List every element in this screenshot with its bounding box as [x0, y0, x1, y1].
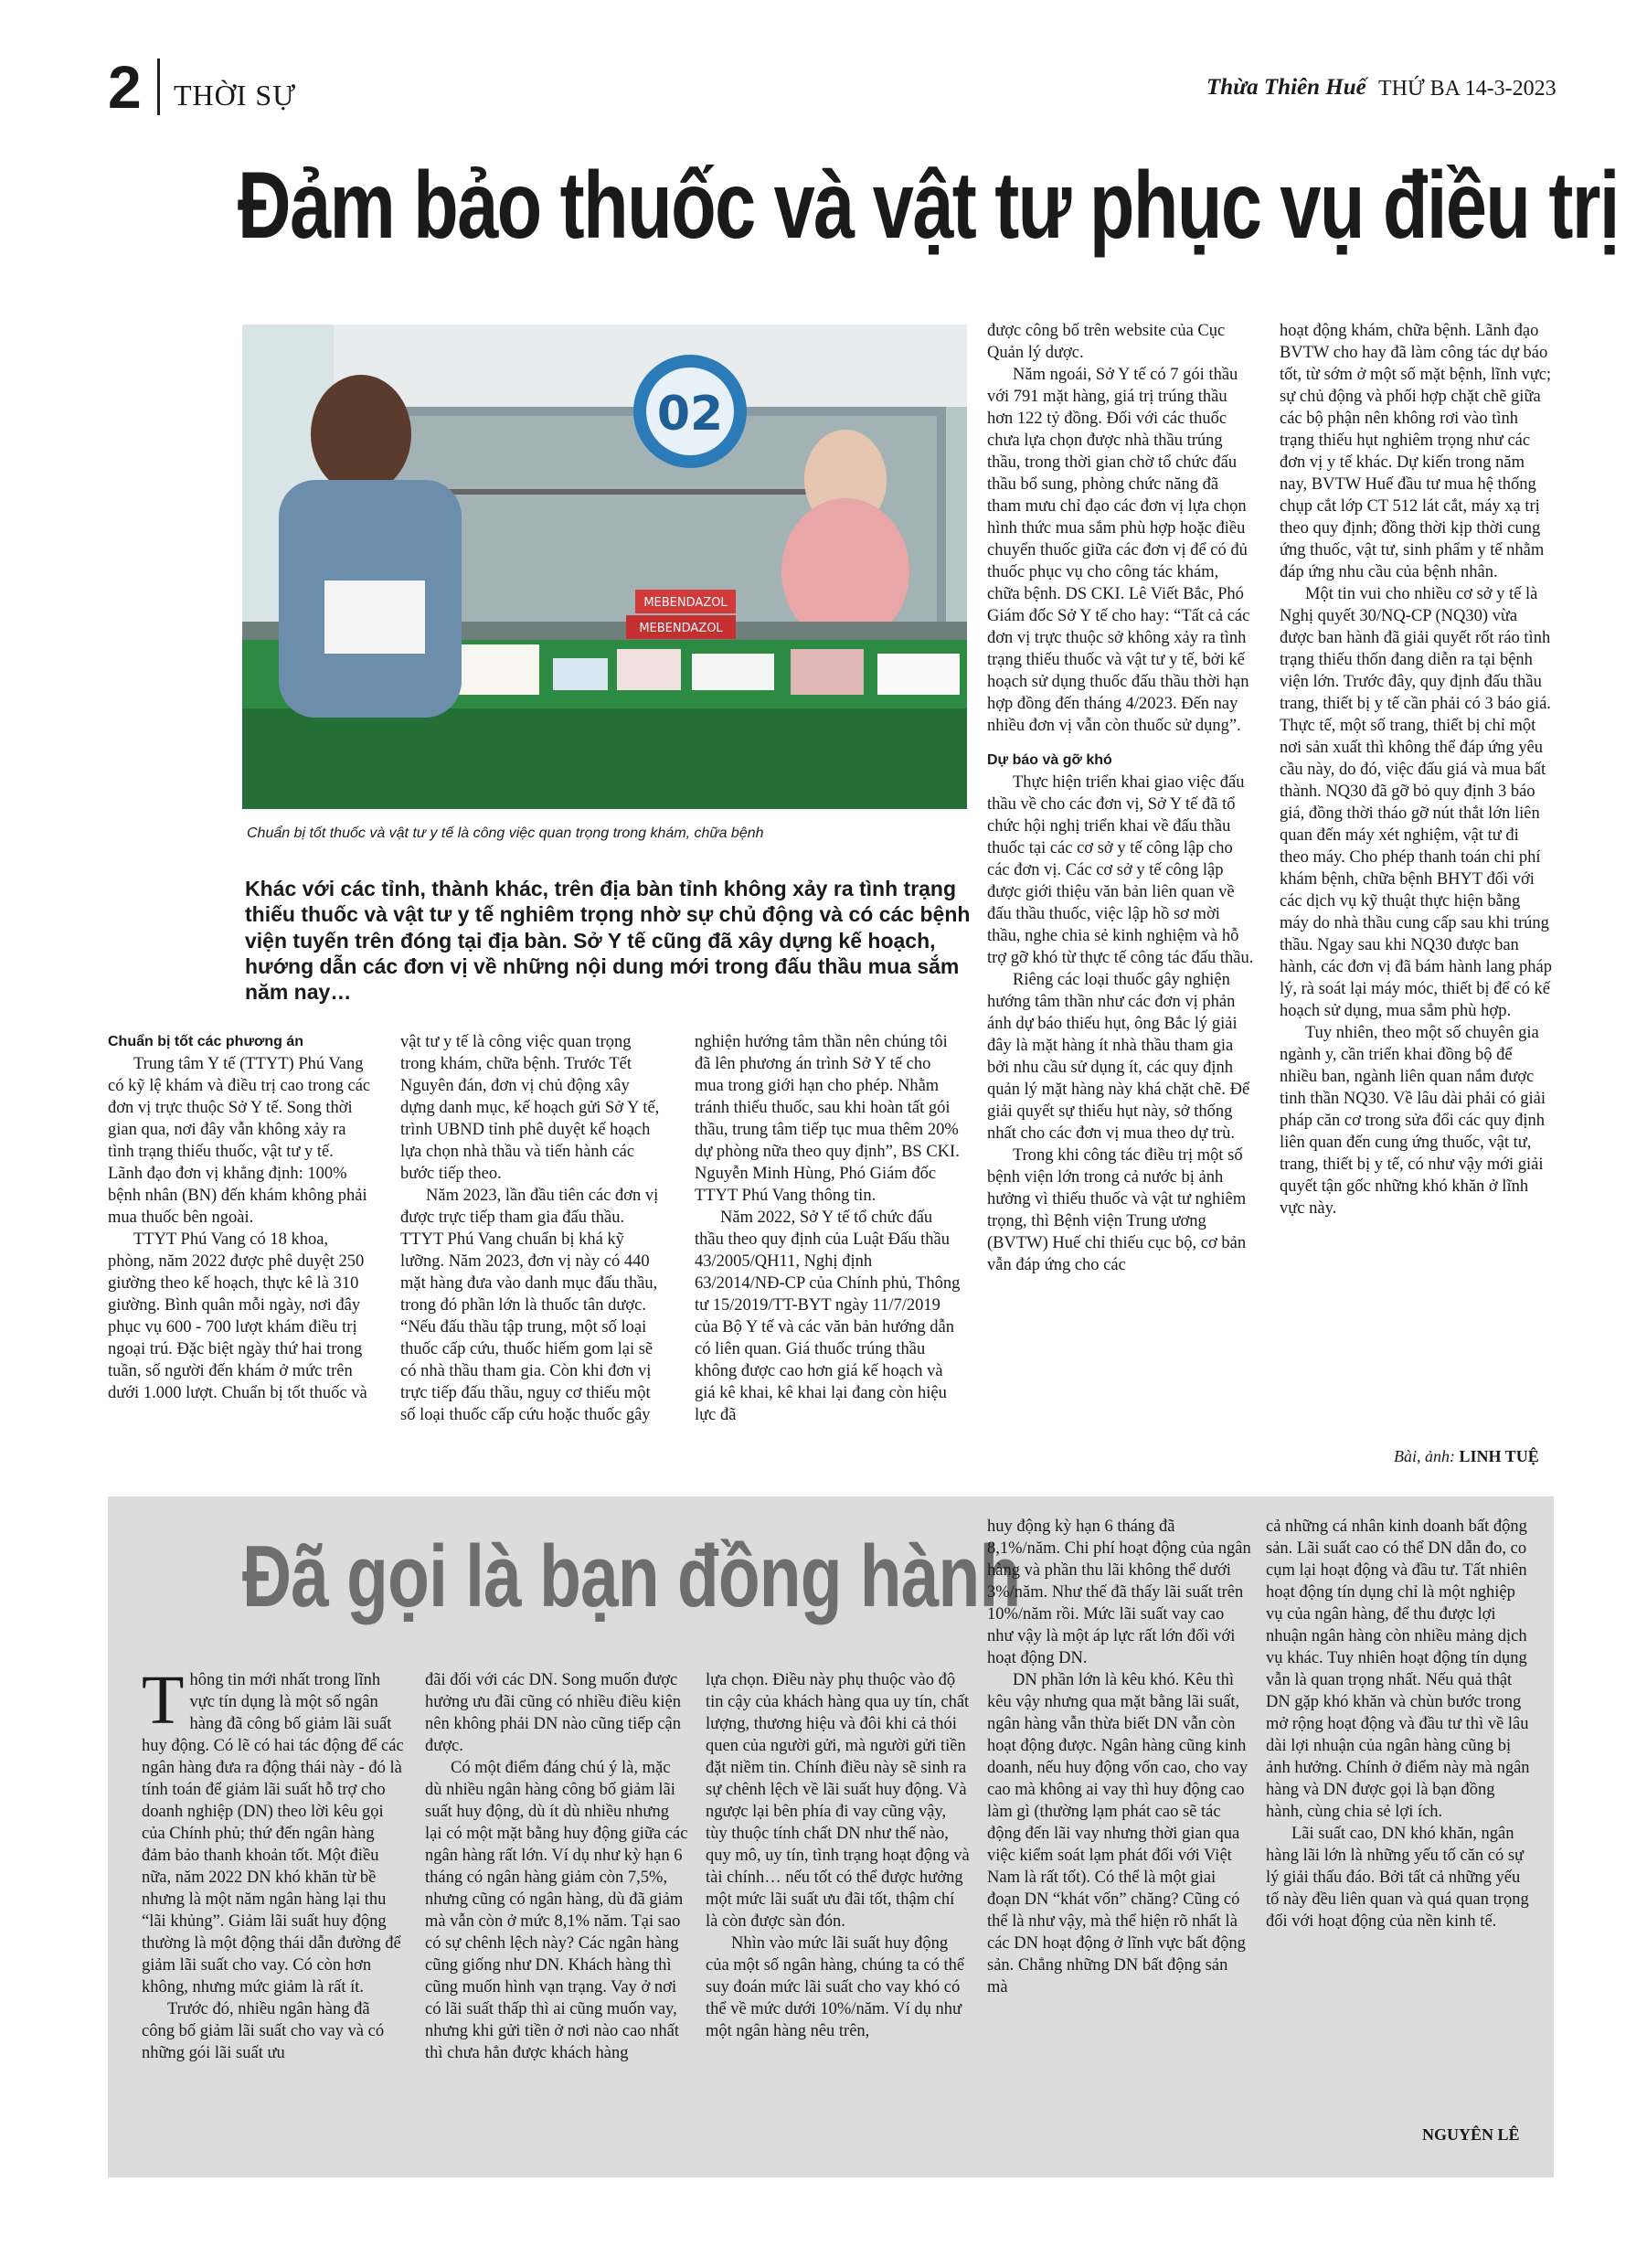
- paragraph: Có một điểm đáng chú ý là, mặc dù nhiều ngân hàng công bố giảm lãi suất huy động, dù ít dù nhiều nhưng lại có một mặt bằng huy động giữa các ngân hàng rất lớn. Ví dụ như kỳ hạn 6 tháng có ngân hàng giảm còn 7,5%, nhưng cũng có ngân hàng, dù đã giảm mà vẫn còn ở mức 8,1% năm. Tại sao có sự chênh lệch này? Các ngân hàng cũng giống như DN. Khách hàng thì cũng muốn hình vạn trạng. Vay ở nơi có lãi suất thấp thì ai cũng muốn vay, nhưng khi gửi tiền ở nơi nào cao nhất thì chưa hẳn được khách hàng: [425, 1759, 688, 2062]
- paragraph: Năm 2023, lần đầu tiên các đơn vị được trực tiếp tham gia đấu thầu. TTYT Phú Vang chuẩn bị khá kỹ lưỡng. Năm 2023, đơn vị này có 440 mặt hàng đưa vào danh mục đấu thầu, trong đó phần lớn là thuốc tân dược. “Nếu đấu thầu tập trung, một số loại thuốc cấp cứu, thuốc hiếm gom lại sẽ có nhà thầu tham gia. Còn khi đơn vị trực tiếp đấu thầu, nguy cơ thiếu một số loại thuốc cấp cứu hoặc thuốc gây: [400, 1187, 659, 1424]
- article1-headline: Đảm bảo thuốc và vật tư phục vụ điều trị: [238, 153, 1619, 259]
- window-number: 02: [656, 387, 724, 442]
- article1-byline: [1394, 1447, 1539, 1466]
- article1-column-1: [108, 1031, 371, 1404]
- article1-column-2: [400, 1031, 665, 1426]
- article2-byline: NGUYÊN LÊ: [1422, 2125, 1520, 2144]
- medicine-box-label-1: MEBENDAZOL: [643, 596, 728, 610]
- subhead-preparation: Chuẩn bị tốt các phương án: [108, 1034, 304, 1049]
- paragraph: DN phần lớn là kêu khó. Kêu thì kêu vậy nhưng qua mặt bằng lãi suất, ngân hàng vẫn thừa biết DN vẫn còn hoạt động được. Ngân hàng cũng kinh doanh, nếu huy động vốn cao, cho vay cao mà không ai vay thì huy động cao làm gì (thường lạm phát cao sẽ tác động đến lãi vay nhưng thời gian qua việc kiểm soát lạm phát đối với Việt Nam là rất tốt). Có thể là một giai đoạn DN “khát vốn” chăng? Cũng có thể là như vậy, mà thể hiện rõ nhất là các DN hoạt động ở lĩnh vực bất động sản. Chẳng những DN bất động sản mà: [987, 1671, 1249, 1996]
- paragraph: cả những cá nhân kinh doanh bất động sản. Lãi suất cao có thể DN dẫn đo, co cụm lại hoạt động và đầu tư. Tất nhiên hoạt động tín dụng chỉ là một nghiệp vụ của ngân hàng, để thu được lợi nhuận ngân hàng còn nhiều mảng dịch vụ khác. Tuy nhiên hoạt động tín dụng vẫn là quan trọng nhất. Nếu quả thật DN gặp khó khăn và chùn bước trong mở rộng hoạt động và đầu tư thì về lâu dài lợi nhuận của ngân hàng cũng bị ảnh hưởng. Chính ở điểm này mà ngân hàng và DN được gọi là bạn đồng hành, cùng chia sẻ lợi ích.: [1266, 1517, 1530, 1821]
- subhead-forecast: Dự báo và gỡ khó: [987, 752, 1112, 768]
- dropcap: T: [142, 1662, 185, 1739]
- paragraph: Trước đó, nhiều ngân hàng đã công bố giảm lãi suất cho vay và có những gói lãi suất ưu: [142, 2000, 385, 2062]
- paragraph: Nhìn vào mức lãi suất huy động của một số ngân hàng, chúng ta có thể suy đoán mức lãi suất cho vay khó có thể về mức dưới 10%/năm. Ví dụ như một ngân hàng nêu trên,: [706, 1934, 965, 2040]
- paragraph: được công bố trên website của Cục Quản lý dược.: [987, 322, 1226, 362]
- paragraph: Trung tâm Y tế (TTYT) Phú Vang có kỹ lệ khám và điều trị cao trong các đơn vị trực thuộc Sở Y tế. Song thời gian qua, nơi đây vẫn không xảy ra tình trạng thiếu thuốc, vật tư y tế. Lãnh đạo đơn vị khẳng định: 100% bệnh nhân (BN) đến khám không phải mua thuốc bên ngoài.: [108, 1055, 371, 1227]
- paragraph: Lãi suất cao, DN khó khăn, ngân hàng lãi lớn là những yếu tố căn có sự lý giải thấu đáo. Bởi tất cả những yếu tố này đều liên quan và quá quan trọng đối với hoạt động của nền kinh tế.: [1266, 1825, 1529, 1931]
- paragraph: huy động kỳ hạn 6 tháng đã 8,1%/năm. Chi phí hoạt động của ngân hàng và phần thu lãi không thể dưới 3%/năm. Như thế đã thấy lãi suất trên 10%/năm rồi. Mức lãi suất vay cao như vậy là một áp lực rất lớn đối với hoạt động DN.: [987, 1517, 1251, 1667]
- paragraph: Thực hiện triển khai giao việc đấu thầu về cho các đơn vị, Sở Y tế đã tổ chức hội nghị triển khai về đấu thầu thuốc tại các cơ sở y tế công lập cho các đơn vị. Các cơ sở y tế công lập được giới thiệu văn bản liên quan về đấu thầu thuốc, việc lập hồ sơ mời thầu, nghe chia sẻ kinh nghiệm và hỗ trợ gỡ khó từ thực tế công tác đấu thầu.: [987, 773, 1254, 967]
- paragraph: Trong khi công tác điều trị một số bệnh viện lớn trong cả nước bị ảnh hưởng vì thiếu thuốc và vật tư nghiêm trọng, thì Bệnh viện Trung ương (BVTW) Huế chỉ thiếu cục bộ, cơ bản vẫn đáp ứng cho các: [987, 1146, 1247, 1274]
- newspaper-name: Thừa Thiên Huế: [1206, 75, 1366, 100]
- paragraph: TTYT Phú Vang có 18 khoa, phòng, năm 2022 được phê duyệt 250 giường theo kế hoạch, thực kê là 310 giường. Bình quân mỗi ngày, nơi đây phục vụ 600 - 700 lượt khám điều trị ngoại trú. Đặc biệt ngày thứ hai trong tuần, số người đến khám ở mức trên dưới 1.000 lượt. Chuẩn bị tốt thuốc và: [108, 1230, 367, 1402]
- article2-column-2: [425, 1669, 690, 2064]
- article1-lead: Khác với các tỉnh, thành khác, trên địa bàn tỉnh không xảy ra tình trạng thiếu thuốc và vật tư y tế nghiêm trọng nhờ sự chủ động và có các bệnh viện tuyến trên đóng tại địa bàn. Sở Y tế cũng đã xây dựng kế hoạch, hướng dẫn các đơn vị về những nội dung mới trong đấu thầu mua sắm năm nay…: [245, 877, 971, 1005]
- medicine-box-label-2: MEBENDAZOL: [639, 622, 723, 635]
- header-divider: [157, 59, 160, 115]
- paragraph: Năm 2022, Sở Y tế tổ chức đấu thầu theo quy định của Luật Đấu thầu 43/2005/QH11, Nghị định 63/2014/NĐ-CP của Chính phủ, Thông tư 15/2019/TT-BYT ngày 11/7/2019 của Bộ Y tế và các văn bản hướng dẫn có liên quan. Giá thuốc trúng thầu không được cao hơn giá kế hoạch và giá kê khai, kê khai lại đang còn hiệu lực đã: [695, 1209, 961, 1424]
- pharmacy-photo-illustration: [242, 325, 967, 809]
- article1-column-3: [695, 1031, 962, 1426]
- byline-prefix: Bài, ảnh:: [1394, 1447, 1455, 1465]
- paragraph: hoạt động khám, chữa bệnh. Lãnh đạo BVTW cho hay đã làm công tác dự báo tốt, từ sớm ở một số mặt bệnh, lĩnh vực; sự chủ động và phối hợp chặt chẽ giữa các bộ phận nên không rơi vào tình trạng thiếu hụt nghiêm trọng như các đơn vị y tế khác. Dự kiến trong năm nay, BVTW Huế đầu tư mua hệ thống chụp cắt lớp CT 512 lát cắt, máy xạ trị theo quy định; đồng thời kịp thời cung ứng thuốc, vật tư, sinh phẩm y tế nhằm đáp ứng nhu cầu của bệnh nhân.: [1280, 322, 1552, 581]
- article2-column-4: [987, 1516, 1252, 1998]
- paragraph: Năm ngoái, Sở Y tế có 7 gói thầu với 791 mặt hàng, giá trị trúng thầu hơn 122 tỷ đồng. Đối với các thuốc chưa lựa chọn được nhà thầu trúng thầu, trong thời gian chờ tổ chức đấu thầu bổ sung, phòng chức năng đã tham mưu chỉ đạo các đơn vị lựa chọn hình thức mua sắm phù hợp hoặc điều chuyển thuốc giữa các đơn vị để có đủ thuốc phục vụ cho công tác khám, chữa bệnh. DS CKI. Lê Viết Bắc, Phó Giám đốc Sở Y tế cho hay: “Tất cả các đơn vị trực thuộc sở không xảy ra tình trạng thiếu thuốc và vật tư y tế, bởi kế hoạch sử dụng thuốc đấu thầu thời hạn hợp đồng đến tháng 4/2023. Đến nay nhiều đơn vị vẫn còn thuốc sử dụng”.: [987, 366, 1250, 735]
- paragraph: đãi đối với các DN. Song muốn được hưởng ưu đãi cũng có nhiều điều kiện nên không phải DN nào cũng tiếp cận được.: [425, 1671, 682, 1755]
- issue-date: THỨ BA 14-3-2023: [1378, 77, 1557, 101]
- article2-headline: Đã gọi là bạn đồng hành: [242, 1528, 1021, 1625]
- article2-column-5: [1266, 1516, 1535, 1933]
- article1-column-4: [987, 320, 1254, 1276]
- paragraph: vật tư y tế là công việc quan trọng trong khám, chữa bệnh. Trước Tết Nguyên đán, đơn vị chủ động xây dựng danh mục, kế hoạch gửi Sở Y tế, trình UBND tỉnh phê duyệt kế hoạch lựa chọn nhà thầu và tiến hành các bước tiếp theo.: [400, 1033, 660, 1183]
- paragraph: nghiện hướng tâm thần nên chúng tôi đã lên phương án trình Sở Y tế cho mua trong giới hạn cho phép. Nhằm tránh thiếu thuốc, sau khi hoàn tất gói thầu, trung tâm tiếp tục mua thêm 20% dự phòng nữa theo quy định”, BS CKI. Nguyễn Minh Hùng, Phó Giám đốc TTYT Phú Vang thông tin.: [695, 1033, 960, 1205]
- paragraph: Tuy nhiên, theo một số chuyên gia ngành y, cần triển khai đồng bộ để nhiều ban, ngành liên quan nắm được tinh thần NQ30. Về lâu dài phải có giải pháp căn cơ trong sửa đổi các quy định liên quan đến cung ứng thuốc, vật tư, trang, thiết bị y tế, có như vậy mới giải quyết tận gốc những khó khăn ở lĩnh vực này.: [1280, 1024, 1546, 1218]
- page-number: 2: [108, 53, 142, 121]
- section-title: THỜI SỰ: [174, 79, 297, 112]
- paragraph: Riêng các loại thuốc gây nghiện hướng tâm thần như các đơn vị phản ánh dự báo thiếu hụt, ông Bắc lý giải đây là mặt hàng ít nhà thầu tham gia bởi nhu cầu sử dụng ít, các quy định quản lý mặt hàng này khá chặt chẽ. Để giải quyết sự thiếu hụt này, sở thống nhất cho các đơn vị mua theo dự trù.: [987, 971, 1250, 1143]
- paragraph: lựa chọn. Điều này phụ thuộc vào độ tin cậy của khách hàng qua uy tín, chất lượng, thương hiệu và đôi khi cả thói quen của người gửi, mà người gửi tiền đặt niềm tin. Chính điều này sẽ sinh ra sự chênh lệch về lãi suất huy động. Và ngược lại bên phía đi vay cũng vậy, tùy thuộc tính chất DN như thế nào, quy mô, uy tín, tình trạng hoạt động và tài chính… nếu tốt có thể được hưởng một mức lãi suất ưu đãi tốt, thậm chí là còn được sàn đón.: [706, 1671, 970, 1931]
- paragraph: Một tin vui cho nhiều cơ sở y tế là Nghị quyết 30/NQ-CP (NQ30) vừa được ban hành đã giải quyết rốt ráo tình trạng thiếu thốn đang diễn ra tại bệnh viện lớn. Trước đây, quy định đấu thầu trang, thiết bị y tế cần phải có 3 báo giá. Thực tế, một số trang, thiết bị chỉ một nơi sản xuất thì không thể đáp ứng yêu cầu này, do đó, việc đấu giá và mua bất thành. NQ30 đã gỡ bỏ quy định 3 báo giá, đồng thời tháo gỡ nút thắt lớn liên quan đến máy xét nghiệm, vật tư đi theo máy. Cho phép thanh toán chi phí khám bệnh, chữa bệnh BHYT đối với các dịch vụ kỹ thuật thực hiện bằng máy do nhà thầu cung cấp sau khi trúng thầu. Ngay sau khi NQ30 được ban hành, các đơn vị đã bám hành lang pháp lý, rà soát lại máy móc, thiết bị để có kế hoạch sử dụng, mua sắm phù hợp.: [1280, 585, 1552, 1020]
- paragraph: hông tin mới nhất trong lĩnh vực tín dụng là một số ngân hàng đã công bố giảm lãi suất huy động. Có lẽ có hai tác động để các ngân hàng đưa ra động thái này - đó là tính toán để giảm lãi suất hỗ trợ cho doanh nghiệp (DN) theo lời kêu gọi của Chính phủ; thứ đến ngân hàng đảm bảo thanh khoản tốt. Một điều nữa, năm 2022 DN khó khăn từ bề nhưng là một năm ngân hàng lại thu “lãi khủng”. Giảm lãi suất huy động thường là một động thái dẫn đường để giảm lãi suất cho vay. Có còn hơn không, nhưng mức giảm là rất ít.: [142, 1671, 404, 1996]
- byline-author: LINH TUỆ: [1459, 1447, 1539, 1465]
- article1-photo: [242, 325, 967, 809]
- article2-column-3: [706, 1669, 971, 2042]
- article1-column-5: [1280, 320, 1552, 1219]
- photo-caption: Chuẩn bị tốt thuốc và vật tư y tế là công việc quan trọng trong khám, chữa bệnh: [247, 825, 764, 841]
- article2-column-1: [142, 1662, 405, 2064]
